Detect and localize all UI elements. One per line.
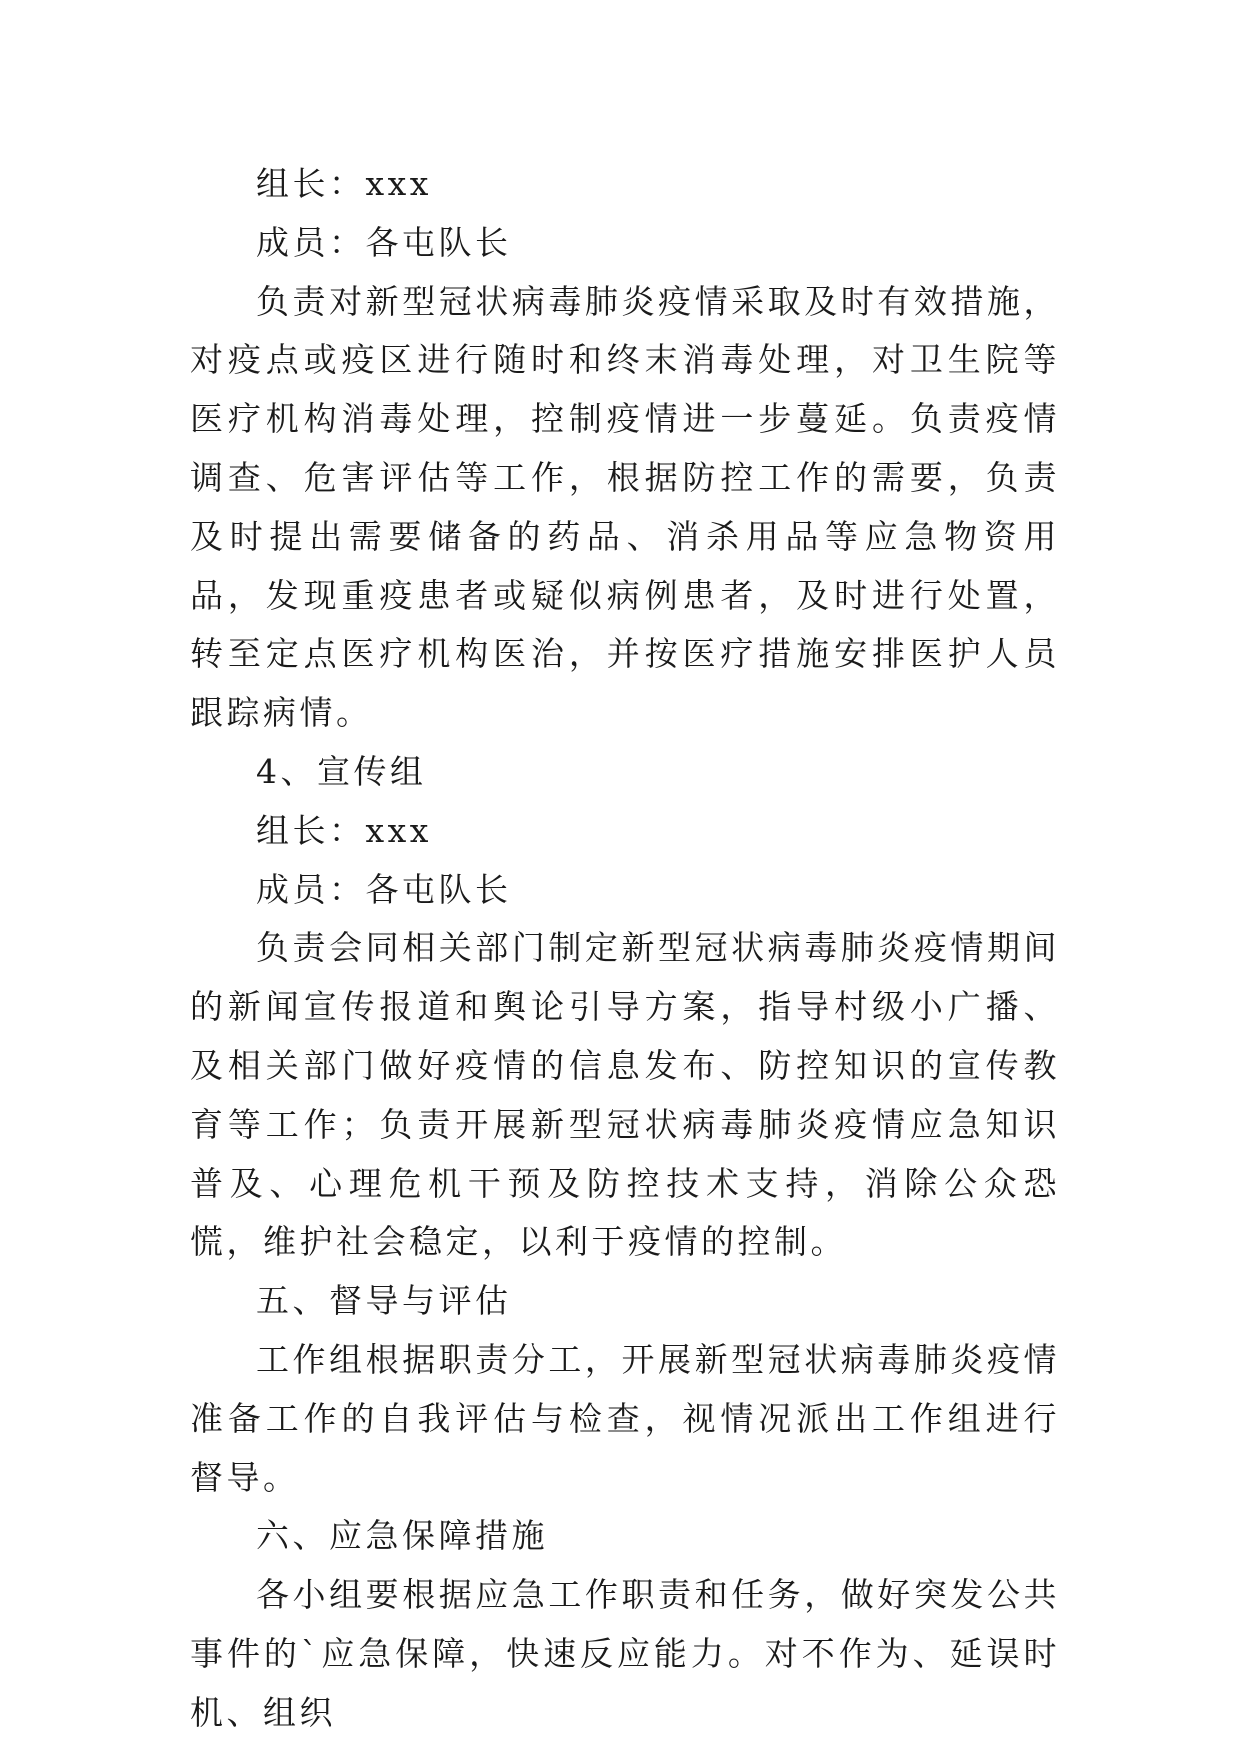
paragraph-disinfection-duties: 负责对新型冠状病毒肺炎疫情采取及时有效措施，对疫点或疫区进行随时和终末消毒处理，对卫生院等医疗机构消毒处理，控制疫情进一步蔓延。负责疫情调查、危害评估等工作，根据防控工作的需要，负责及时提出需要储备的药品、消杀用品等应急物资用品，发现重疫患者或疑似病例患者，及时进行处置，转至定点医疗机构医治，并按医疗措施安排医护人员跟踪病情。 — [190, 281, 1060, 733]
paragraph-emergency-measures: 各小组要根据应急工作职责和任务，做好突发公共事件的`应急保障，快速反应能力。对不作为、延误时机、组织 — [190, 1575, 1060, 1732]
heading-supervision: 五、督导与评估 — [256, 1281, 512, 1321]
paragraph-group-leader: 组长：xxx — [256, 164, 432, 203]
paragraph-publicity-leader: 组长：xxx — [256, 810, 432, 850]
heading-publicity-group: 4、宣传组 — [256, 751, 427, 791]
paragraph-publicity-duties: 负责会同相关部门制定新型冠状病毒肺炎疫情期间的新闻宣传报道和舆论引导方案，指导村级小广播、及相关部门做好疫情的信息发布、防控知识的宣传教育等工作；负责开展新型冠状病毒肺炎疫情应急知识普及、心理危机干预及防控技术支持，消除公众恐慌，维护社会稳定，以利于疫情的控制。 — [190, 928, 1060, 1262]
paragraph-members: 成员：各屯队长 — [256, 222, 512, 262]
heading-emergency-measures: 六、应急保障措施 — [256, 1516, 548, 1556]
document-body — [190, 155, 1060, 1743]
paragraph-supervision: 工作组根据职责分工，开展新型冠状病毒肺炎疫情准备工作的自我评估与检查，视情况派出工作组进行督导。 — [190, 1339, 1060, 1497]
paragraph-publicity-members: 成员：各屯队长 — [256, 869, 512, 909]
